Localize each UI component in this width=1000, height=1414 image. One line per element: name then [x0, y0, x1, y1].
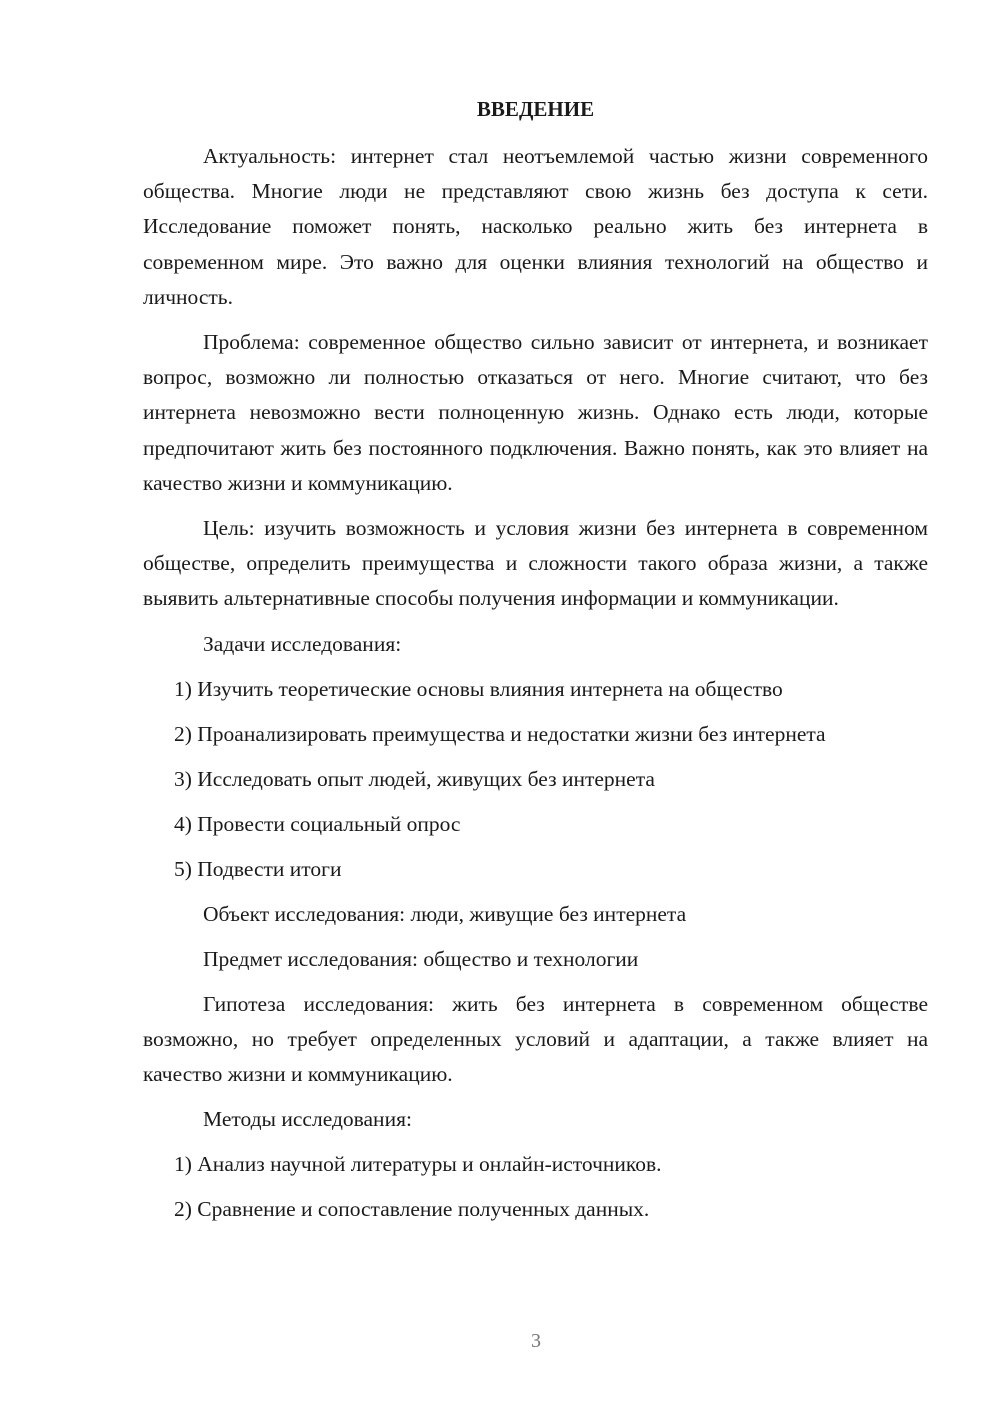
document-page — [143, 92, 928, 1237]
task-item: 2) Проанализировать преимущества и недостатки жизни без интернета — [174, 721, 826, 746]
page-number: 3 — [531, 1330, 541, 1352]
problem-paragraph: Проблема: современное общество сильно зависит от интернета, и возникает вопрос, возможно ли полностью отказаться от него. Многие считают, что без интернета невозможно вести полноценную жизнь. Однако есть люди, которые предпочитают жить без постоянного подключения. Важно понять, как это влияет на качество жизни и коммуникацию. — [143, 330, 928, 495]
section-title: ВВЕДЕНИЕ — [476, 97, 595, 121]
relevance-paragraph: Актуальность: интернет стал неотъемлемой частью жизни современного общества. Многие люди не представляют свою жизнь без доступа к сети. Исследование поможет понять, насколько реально жить без интернета в современном мире. Это важно для оценки влияния технологий на общество и личность. — [143, 144, 928, 309]
hypothesis-paragraph: Гипотеза исследования: жить без интернета в современном обществе возможно, но требует определенных условий и адаптации, а также влияет на качество жизни и коммуникацию. — [143, 991, 928, 1087]
task-item: 3) Исследовать опыт людей, живущих без интернета — [174, 766, 655, 791]
task-item: 5) Подвести итоги — [174, 856, 342, 881]
task-item: 1) Изучить теоретические основы влияния интернета на общество — [174, 676, 783, 701]
methods-heading: Методы исследования: — [203, 1107, 412, 1132]
research-subject: Предмет исследования: общество и технологии — [203, 946, 639, 971]
method-item: 2) Сравнение и сопоставление полученных данных. — [174, 1197, 650, 1222]
tasks-heading: Задачи исследования: — [203, 631, 402, 656]
research-object: Объект исследования: люди, живущие без интернета — [203, 901, 687, 926]
method-item: 1) Анализ научной литературы и онлайн-источников. — [174, 1152, 662, 1177]
task-item: 4) Провести социальный опрос — [174, 811, 461, 836]
goal-paragraph: Цель: изучить возможность и условия жизни без интернета в современном обществе, определить преимущества и сложности такого образа жизни, а также выявить альтернативные способы получения информации и коммуникации. — [143, 516, 928, 611]
